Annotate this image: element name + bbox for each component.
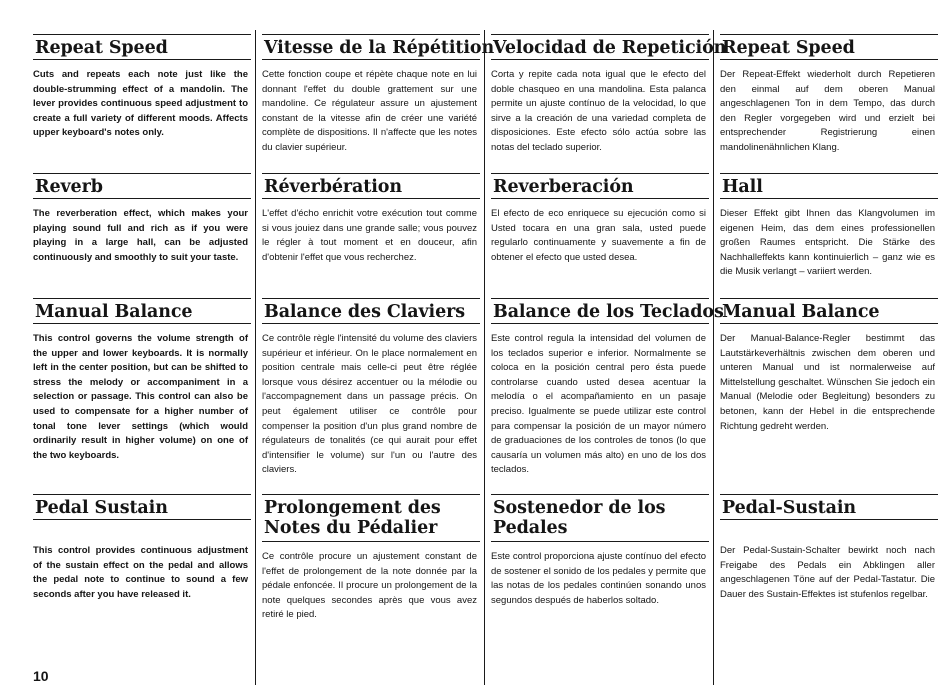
section-heading: Réverbération bbox=[262, 173, 480, 199]
section-body: Este control regula la intensidad del volumen de los teclados superior e inferior. Normalmente se coloca en la posición central pero ésta puede controlarse cuando usted desea acentuar la melodía o el acompañamiento en un pasaje preciso. Igualmente se puede utilizar este control para compensar la posición de un mayor número de graduaciones de los controles de tonos (lo que causaría un volumen más alto) en uno de los dos teclados. bbox=[491, 333, 706, 476]
section-heading: Balance des Claviers bbox=[262, 298, 480, 324]
section-body: The reverberation effect, which makes your playing sound full and rich as if you were playing in a large hall, can be adjusted continuously and smoothly to suit your taste. bbox=[33, 208, 248, 263]
section-body: L'effet d'écho enrichit votre exécution tout comme si vous jouiez dans une grande salle; vous pouvez le régler à tout moment et en douceur, afin d'obtenir l'effet que vous recherchez. bbox=[262, 208, 477, 263]
section-heading: Manual Balance bbox=[720, 298, 938, 324]
section-repeat-speed-de bbox=[720, 34, 938, 156]
section-pedal-sustain-de bbox=[720, 494, 938, 602]
section-pedal-sustain bbox=[33, 494, 251, 602]
section-balance-claviers bbox=[262, 298, 480, 478]
section-prolongement-notes bbox=[262, 494, 480, 623]
section-heading: Manual Balance bbox=[33, 298, 251, 324]
section-velocidad-repeticion bbox=[491, 34, 727, 156]
section-body: This control governs the volume strength of the upper and lower keyboards. It is normally left in the center position, but can be shifted to stress the melody or accompaniment in a selection or passage. This control can also be used to compensate for a higher number of tonal tone lever settings (which would ordinarily result in higher volume) on one of the two keyboards. bbox=[33, 333, 248, 461]
section-heading: Prolongement des Notes du Pédalier bbox=[262, 494, 480, 542]
section-sostenedor-pedales bbox=[491, 494, 709, 608]
page-number: 10 bbox=[33, 668, 49, 684]
section-heading: Hall bbox=[720, 173, 938, 199]
section-manual-balance-de bbox=[720, 298, 938, 434]
column-divider bbox=[713, 30, 714, 685]
section-reverb bbox=[33, 173, 251, 265]
section-heading: Reverb bbox=[33, 173, 251, 199]
section-body: Der Manual-Balance-Regler bestimmt das Lautstärkeverhältnis zwischen dem oberen und unteren Manual und ist normalerweise auf Mittelstellung geschaltet. Wünschen Sie jedoch ein Manual (Melodie oder Begleitung) besonders zu betonen, kann der Hebel in die entsprechende Richtung gedreht werden. bbox=[720, 333, 935, 432]
section-heading: Pedal Sustain bbox=[33, 494, 251, 520]
section-reverberacion bbox=[491, 173, 709, 265]
section-heading: Repeat Speed bbox=[33, 34, 251, 60]
section-body: Este control proporciona ajuste contínuo del efecto de sostener el sonido de los pedales y permite que las notas de los pedales continúen sonando unos segundos después de haberlos soltado. bbox=[491, 551, 706, 606]
section-hall bbox=[720, 173, 938, 280]
section-body: Cette fonction coupe et répète chaque note en lui donnant l'effet du double grattement sur une mandoline. Ce régulateur assure un ajustement constant de la vitesse afin de créer une variété complète de dispositions. Il n'affecte que les notes du clavier supérieur. bbox=[262, 69, 477, 153]
column-divider bbox=[484, 30, 485, 685]
section-body: Der Repeat-Effekt wiederholt durch Repetieren den einmal auf dem oberen Manual angeschlagenen Ton in dem Tempo, das durch den Regler vorgegeben wird und erzielt bei entsprechender Registrierung einen mandolinenähnlichen Klang. bbox=[720, 69, 935, 153]
section-reverberation bbox=[262, 173, 480, 265]
section-manual-balance bbox=[33, 298, 251, 463]
section-heading: Pedal-Sustain bbox=[720, 494, 938, 520]
column-divider bbox=[255, 30, 256, 685]
section-body: El efecto de eco enriquece su ejecución como si Usted tocara en una gran sala, usted puede regularlo continuamente y suavemente a fin de obtener el efecto que usted desea. bbox=[491, 208, 706, 263]
section-body: Dieser Effekt gibt Ihnen das Klangvolumen im eigenen Heim, das dem eines professionellen großen Raumes entspricht. Die Stärke des Nachhalleffekts kann kontinuierlich – ganz wie es die Musik verlangt – variiert werden. bbox=[720, 208, 935, 278]
section-body: Corta y repite cada nota igual que le efecto del doble chasqueo en una mandolina. Esta palanca permite un ajuste contínuo de la velocidad, lo que sirve a la creación de una variedad completa de disposiciones. Este efecto sólo actúa sobre las notas del teclado superior. bbox=[491, 69, 706, 153]
section-heading: Balance de los Teclados bbox=[491, 298, 709, 324]
section-repeat-speed bbox=[33, 34, 251, 141]
section-heading: Vitesse de la Répétition bbox=[262, 34, 480, 60]
section-body: Der Pedal-Sustain-Schalter bewirkt noch nach Freigabe des Pedals ein Abklingen aller angeschlagenen Töne auf der Pedal-Tastatur. Die Dauer des Sustain-Effektes ist stufenlos regelbar. bbox=[720, 545, 935, 600]
section-heading: Reverberación bbox=[491, 173, 709, 199]
section-body: Cuts and repeats each note just like the double-strumming effect of a mandolin. The lever provides continuous speed adjustment to create a full variety of different moods. Affects upper keyboard's notes only. bbox=[33, 69, 248, 139]
section-balance-teclados bbox=[491, 298, 724, 478]
section-body: Ce contrôle règle l'intensité du volume des claviers supérieur et inférieur. On le place normalement en position centrale mais celle-ci peut être réglée lorsque vous désirez accentuer ou la mélodie ou l'accompagnement dans un passage précis. On peut également utiliser ce contrôle pour compenser la position d'un plus grand nombre de régulateurs de tonalités (ce qui aurait pour effet d'intensifier le volume) sur l'un ou l'autre des claviers. bbox=[262, 333, 477, 476]
section-body: Ce contrôle procure un ajustement constant de l'effet de prolongement de la note donnée par la pédale enfoncée. Il procure un prolongement de la note quelques secondes après que vous avez retiré le pied. bbox=[262, 551, 477, 621]
section-body: This control provides continuous adjustment of the sustain effect on the pedal and allows the pedal note to continue to sound a few seconds after you have released it. bbox=[33, 545, 248, 600]
section-vitesse-repetition bbox=[262, 34, 495, 156]
section-heading: Velocidad de Repetición bbox=[491, 34, 709, 60]
section-heading: Repeat Speed bbox=[720, 34, 938, 60]
section-heading: Sostenedor de los Pedales bbox=[491, 494, 709, 542]
